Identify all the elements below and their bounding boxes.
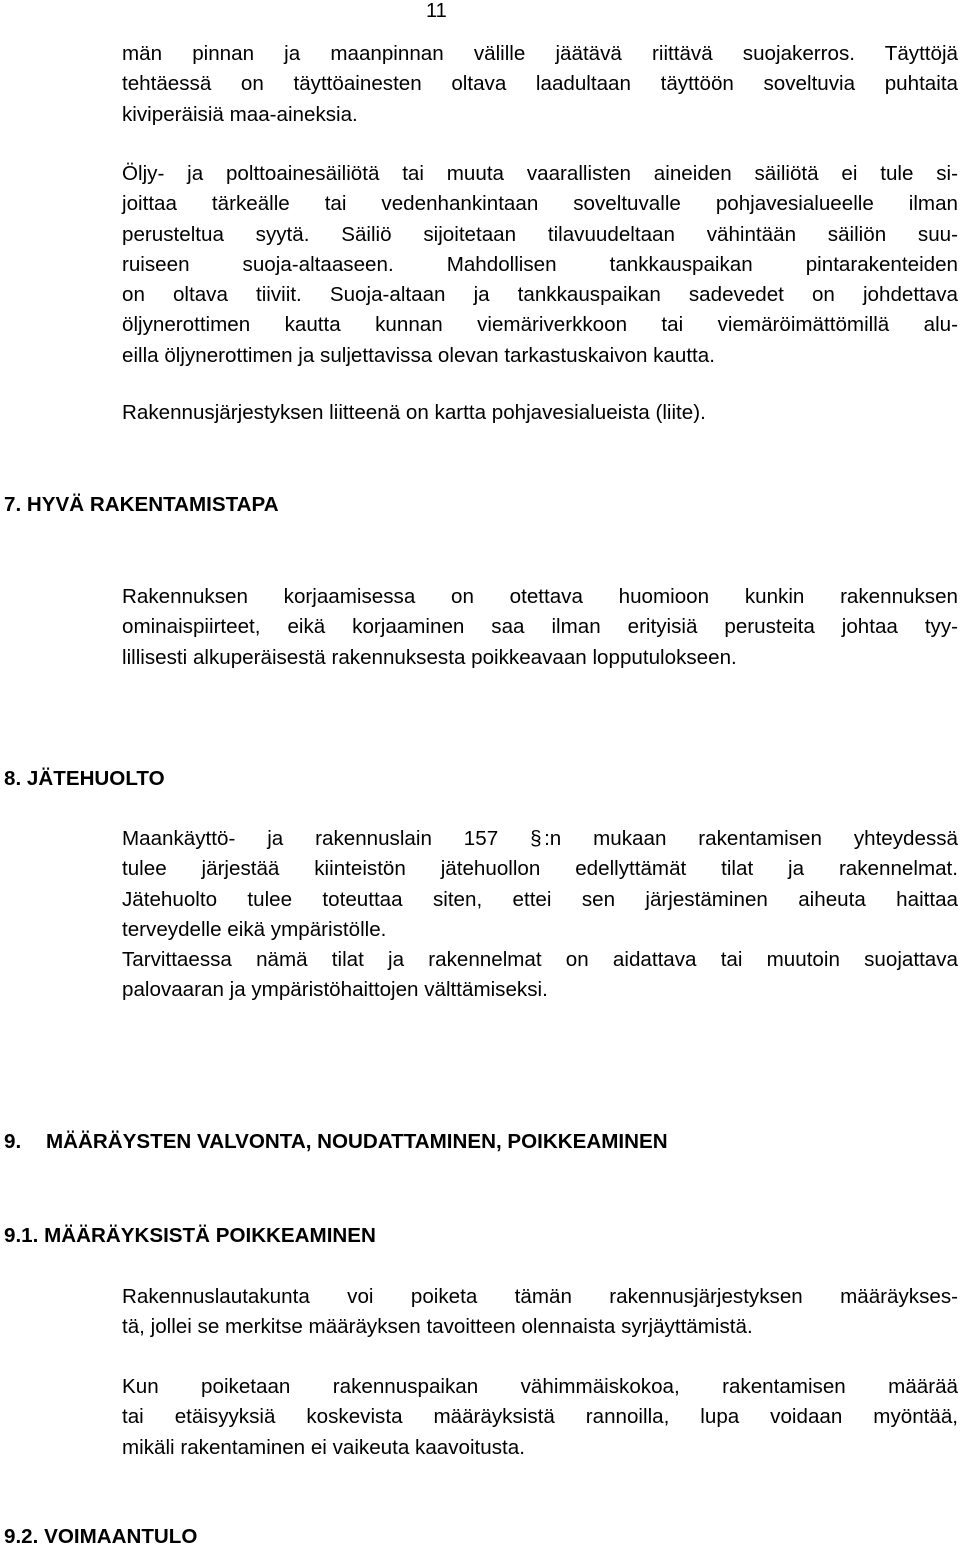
paragraph-good-building-practice bbox=[122, 582, 958, 673]
heading-section-7 bbox=[4, 491, 279, 519]
text-line: mikäli rakentaminen ei vaikeuta kaavoitusta. bbox=[122, 1435, 525, 1459]
text-line: tehtäessä on täyttöainesten oltava laadultaan täyttöön soveltuvia puhtaita bbox=[122, 72, 958, 96]
section-number: 9.2. bbox=[4, 1525, 39, 1548]
section-title: VOIMAANTULO bbox=[44, 1525, 198, 1548]
section-number: 9. bbox=[4, 1130, 22, 1153]
text-line: Öljy- ja polttoainesäiliötä tai muuta vaarallisten aineiden säiliötä ei tule si- bbox=[122, 162, 958, 185]
text-line: tai etäisyyksiä koskevista määräyksistä rannoilla, lupa voidaan myöntää, bbox=[122, 1405, 958, 1429]
section-sign: § bbox=[530, 827, 542, 850]
paragraph-deviation-authority bbox=[122, 1282, 958, 1343]
paragraph-waste-management bbox=[122, 824, 958, 945]
section-title: JÄTEHUOLTO bbox=[26, 767, 165, 790]
heading-section-9 bbox=[4, 1128, 668, 1156]
text-line: Kun poiketaan rakennuspaikan vähimmäiskokoa, rakentamisen määrää bbox=[122, 1375, 958, 1398]
text-line: tä, jollei se merkitse määräyksen tavoitteen olennaista syrjäyttämistä. bbox=[122, 1315, 753, 1339]
text-line: ruiseen suoja-altaaseen. Mahdollisen tankkauspaikan pintarakenteiden bbox=[122, 252, 958, 276]
text-line: Jätehuolto tulee toteuttaa siten, ettei sen järjestäminen aiheuta haittaa bbox=[122, 887, 958, 911]
text-line: tulee järjestää kiinteistön jätehuollon edellyttämät tilat ja rakennelmat. bbox=[122, 857, 958, 881]
text-line: öljynerottimen kautta kunnan viemäriverkkoon tai viemäröimättömillä alu- bbox=[122, 313, 958, 337]
section-number: 9.1. bbox=[4, 1224, 39, 1247]
text-line: terveydelle eikä ympäristölle. bbox=[122, 917, 387, 941]
paragraph-groundwater-map bbox=[122, 398, 958, 428]
section-title: MÄÄRÄYSTEN VALVONTA, NOUDATTAMINEN, POIKKEAMINEN bbox=[46, 1130, 668, 1153]
page-number: 11 bbox=[426, 0, 447, 22]
paragraph-fencing bbox=[122, 945, 958, 1006]
section-title: HYVÄ RAKENTAMISTAPA bbox=[26, 493, 279, 516]
heading-section-9-1 bbox=[4, 1222, 376, 1250]
text-line bbox=[122, 824, 958, 854]
text-line: palovaaran ja ympäristöhaittojen välttämiseksi. bbox=[122, 978, 548, 1002]
section-number: 7. bbox=[4, 493, 22, 516]
paragraph-protective-layer bbox=[122, 39, 958, 130]
text-fragment: Maankäyttö- ja rakennuslain 157 bbox=[122, 827, 499, 850]
text-line: perusteltua syytä. Säiliö sijoitetaan tilavuudeltaan vähintään säiliön suu- bbox=[122, 222, 958, 246]
text-line: joittaa tärkeälle tai vedenhankintaan soveltuvalle pohjavesialueelle ilman bbox=[122, 192, 958, 216]
section-number: 8. bbox=[4, 767, 22, 790]
section-title: MÄÄRÄYKSISTÄ POIKKEAMINEN bbox=[44, 1224, 376, 1247]
text-line: kiviperäisiä maa-aineksia. bbox=[122, 102, 358, 126]
text-line: Tarvittaessa nämä tilat ja rakennelmat on aidattava tai muutoin suojattava bbox=[122, 948, 958, 971]
text-line: eilla öljynerottimen ja suljettavissa olevan tarkastuskaivon kautta. bbox=[122, 343, 715, 367]
text-line: Rakennuslautakunta voi poiketa tämän rakennusjärjestyksen määräykses- bbox=[122, 1285, 958, 1308]
heading-section-8 bbox=[4, 765, 165, 793]
paragraph-fuel-tanks bbox=[122, 159, 958, 371]
paragraph-shore-deviation bbox=[122, 1372, 958, 1463]
text-line: män pinnan ja maanpinnan välille jäätävä riittävä suojakerros. Täyttöjä bbox=[122, 42, 958, 65]
text-fragment: :n mukaan rakentamisen yhteydessä bbox=[544, 827, 958, 850]
text-line: lillisesti alkuperäisestä rakennuksesta poikkeavaan lopputulokseen. bbox=[122, 645, 737, 669]
text-line: Rakennuksen korjaamisessa on otettava huomioon kunkin rakennuksen bbox=[122, 585, 958, 608]
text-line: Rakennusjärjestyksen liitteenä on kartta pohjavesialueista (liite). bbox=[122, 401, 706, 424]
text-line: ominaispiirteet, eikä korjaaminen saa ilman erityisiä perusteita johtaa tyy- bbox=[122, 615, 958, 639]
text-line: on oltava tiiviit. Suoja-altaan ja tankkauspaikan sadevedet on johdettava bbox=[122, 283, 958, 307]
